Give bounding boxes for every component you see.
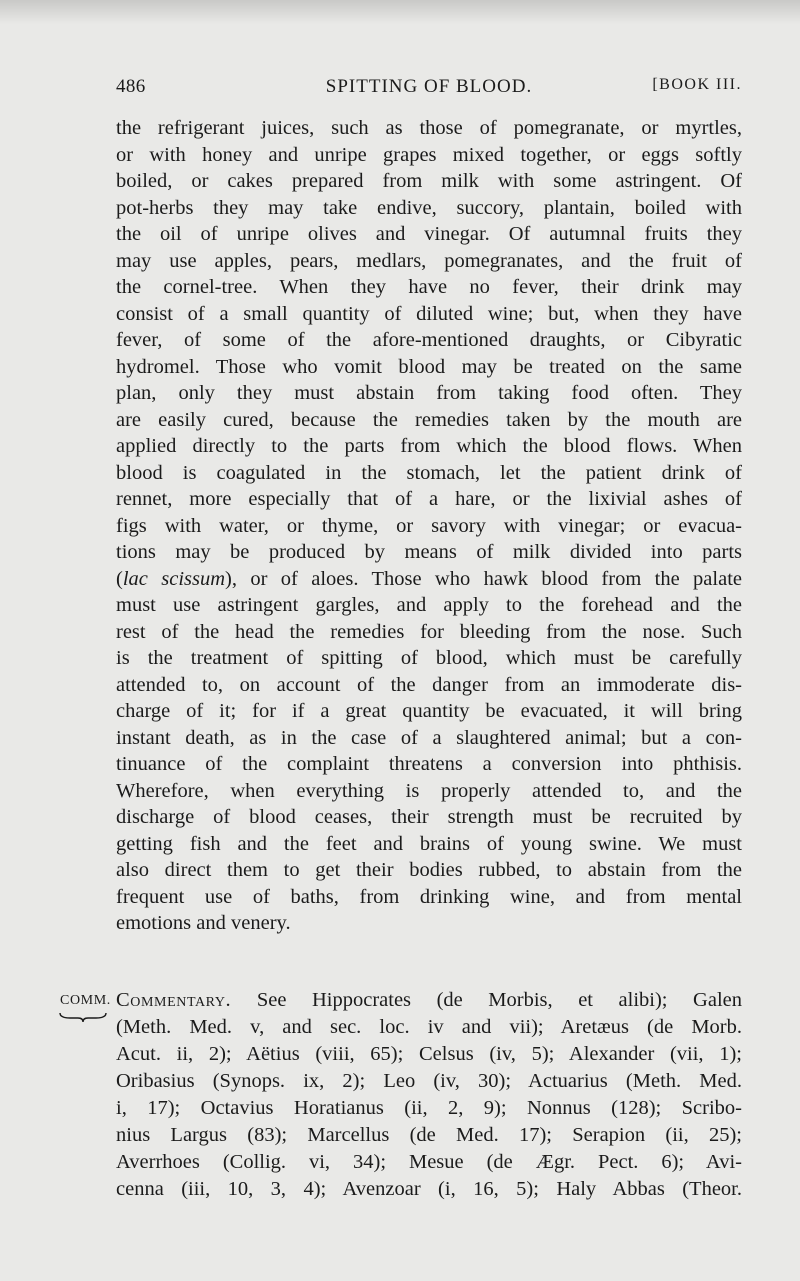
text-line: blood is coagulated in the stomach, let the patient drink of (116, 461, 742, 484)
text-line: or with honey and unripe grapes mixed together, or eggs softly (116, 143, 742, 166)
latin-term: lac scissum (122, 567, 226, 590)
text-line: (lac scissum), or of aloes. Those who hawk blood from the palate (116, 567, 742, 590)
text-line: emotions and venery. (116, 912, 291, 934)
running-head (116, 76, 742, 104)
text-line: consist of a small quantity of diluted wine; but, when they have (116, 302, 742, 325)
text-line: fever, of some of the afore-mentioned draughts, or Cibyratic (116, 329, 742, 351)
text-line: also direct them to get their bodies rubbed, to abstain from the (116, 859, 742, 881)
commentary-text: See Hippocrates (de Morbis, et alibi); Galen (256, 989, 742, 1011)
text-line: plan, only they must abstain from taking food often. They (116, 382, 742, 404)
chapter-title: SPITTING OF BLOOD. (325, 76, 533, 97)
text-line: the cornel-tree. When they have no fever, their drink may (116, 276, 742, 298)
commentary-line: i, 17); Octavius Horatianus (ii, 2, 9); Nonnus (128); Scribo- (116, 1097, 742, 1119)
text-line: attended to, on account of the danger from an immoderate dis- (116, 673, 742, 696)
text-line: charge of it; for if a great quantity be evacuated, it will bring (116, 700, 742, 722)
commentary-line: Acut. ii, 2); Aëtius (viii, 65); Celsus (iv, 5); Alexander (vii, 1); (116, 1043, 742, 1065)
text-line: tinuance of the complaint threatens a conversion into phthisis. (116, 753, 742, 775)
commentary-heading: Commentary. (116, 989, 232, 1011)
commentary-line: cenna (iii, 10, 3, 4); Avenzoar (i, 16, 5); Haly Abbas (Theor. (116, 1178, 742, 1200)
text-line: the oil of unripe olives and vinegar. Of autumnal fruits they (116, 223, 742, 245)
text-line: tions may be produced by means of milk divided into parts (116, 541, 742, 563)
text-line: Wherefore, when everything is properly attended to, and the (116, 779, 742, 802)
book-label: [BOOK III. (652, 76, 742, 93)
text-line: getting fish and the feet and brains of young swine. We must (116, 832, 742, 855)
commentary-line: (Meth. Med. v, and sec. loc. iv and vii); Aretæus (de Morb. (116, 1016, 742, 1038)
commentary-line: nius Largus (83); Marcellus (de Med. 17); Serapion (ii, 25); (116, 1124, 742, 1146)
text-line: discharge of blood ceases, their strength must be recruited by (116, 806, 742, 828)
text-line: must use astringent gargles, and apply to the forehead and the (116, 594, 742, 616)
commentary-line: Averrhoes (Collig. vi, 34); Mesue (de Ægr. Pect. 6); Avi- (116, 1151, 742, 1173)
text-line: the refrigerant juices, such as those of pomegranate, or myrtles, (116, 117, 742, 139)
text-line: hydromel. Those who vomit blood may be treated on the same (116, 355, 742, 378)
margin-brace-mark (58, 1010, 108, 1024)
text-line: frequent use of baths, from drinking wine, and from mental (116, 885, 742, 908)
text-line: is the treatment of spitting of blood, which must be carefully (116, 647, 742, 669)
text-line: boiled, or cakes prepared from milk with some astringent. Of (116, 170, 742, 192)
main-text (116, 115, 742, 937)
page-number: 486 (116, 76, 146, 97)
text-line: rest of the head the remedies for bleeding from the nose. Such (116, 620, 742, 643)
margin-note: COMM. (60, 993, 111, 1008)
text-line: applied directly to the parts from which the blood flows. When (116, 435, 742, 457)
commentary-line (116, 987, 742, 1014)
commentary-section (116, 987, 742, 1203)
commentary-line: Oribasius (Synops. ix, 2); Leo (iv, 30); Actuarius (Meth. Med. (116, 1070, 742, 1092)
text-line: rennet, more especially that of a hare, or the lixivial ashes of (116, 488, 742, 510)
text-line: are easily cured, because the remedies taken by the mouth are (116, 408, 742, 431)
text-line: pot-herbs they may take endive, succory, plantain, boiled with (116, 196, 742, 219)
text-line: may use apples, pears, medlars, pomegranates, and the fruit of (116, 249, 742, 272)
text-line: instant death, as in the case of a slaughtered animal; but a con- (116, 726, 742, 749)
text-line: figs with water, or thyme, or savory with vinegar; or evacua- (116, 514, 742, 537)
